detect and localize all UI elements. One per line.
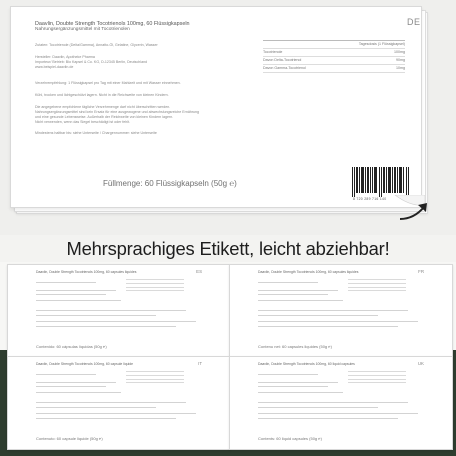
nutrition-cell: Davon Gamma-Tocotrienol	[263, 66, 306, 70]
text-line	[258, 310, 408, 311]
card-fill-quantity: Contenido: 60 cápsulas líquidas (50g ℮)	[36, 344, 107, 349]
card-fill-quantity: Contenu net: 60 capsules liquides (50g ℮)	[258, 344, 333, 349]
nutrition-table	[263, 40, 405, 73]
main-label	[10, 6, 422, 208]
text-line	[36, 413, 196, 414]
text-line	[258, 321, 418, 322]
card-title: Daavlin, Double Strength Tocotrienols 100mg, 60 capsule liquide	[36, 362, 134, 366]
text-line	[36, 407, 156, 408]
nutrition-cell: Tocotrienole	[263, 50, 283, 54]
text-line	[258, 418, 398, 419]
warning-line: Nahrungsergänzungsmittel sind kein Ersatz für eine ausgewogene und abwechslungsreiche Ernährung	[35, 109, 200, 114]
text-line	[36, 290, 116, 291]
text-line	[258, 386, 328, 387]
text-line	[36, 282, 96, 283]
warning-line: Nicht verwenden, wenn das Siegel beschädigt ist oder fehlt.	[35, 119, 131, 124]
text-line	[258, 315, 378, 316]
text-line	[36, 392, 121, 393]
warnings-block	[35, 105, 285, 125]
label-subtitle-line: Nahrungsergänzungsmittel mit Tocotrienolen	[35, 27, 130, 33]
text-line	[258, 294, 328, 295]
text-line	[36, 326, 176, 327]
card-title: Daavlin, Double Strength Tocotrienols 100mg, 60 liquid capsules	[258, 362, 355, 366]
card-language-code: FR	[418, 269, 424, 274]
text-line	[258, 282, 318, 283]
text-line	[36, 294, 106, 295]
nutrition-cell: Davon Delta-Tocotrienol	[263, 58, 302, 62]
nutrition-cell: 90mg	[396, 58, 405, 62]
label-card-es	[7, 264, 231, 358]
text-line	[258, 382, 338, 383]
manufacturer-line: Importeur/ Betrieb: Bio Kapsel & Co. KG, D-12345 Berlin, Deutschland	[35, 59, 148, 64]
text-line	[36, 321, 196, 322]
text-line	[36, 382, 116, 383]
card-fill-quantity: Contents: 60 liquid capsules (50g ℮)	[258, 436, 322, 441]
text-line	[36, 374, 96, 375]
text-line	[258, 326, 398, 327]
text-line	[36, 386, 106, 387]
card-language-code: ES	[196, 269, 202, 274]
nutrition-header	[263, 41, 405, 49]
text-line	[258, 402, 408, 403]
card-language-code: UK	[417, 361, 424, 366]
text-line	[36, 418, 176, 419]
peel-arrow-icon	[396, 199, 436, 221]
card-nutrition-table	[348, 371, 406, 386]
nutrition-cell: 10mg	[396, 66, 405, 70]
ingredients-text: Zutaten: Tocotrienole (Delta/Gamma), Annatto-Öl, Gelatine, Glycerin, Wasser	[35, 43, 158, 47]
card-title: Daavlin, Double Strength Tocotrienols 100mg, 60 capsules liquides	[258, 270, 359, 274]
manufacturer-line: www.beispiel-daavlin.de	[35, 64, 74, 69]
nutrition-row	[263, 65, 405, 73]
card-nutrition-table	[348, 279, 406, 294]
nutrition-row	[263, 57, 405, 65]
storage-text: Kühl, trocken und lichtgeschützt lagern. Nicht in die Reichweite von kleinen Kindern.	[35, 93, 169, 97]
text-line	[258, 300, 343, 301]
card-nutrition-table	[126, 371, 184, 386]
card-title: Daavlin, Double Strength Tocotrienols 100mg, 60 capsules liquides	[36, 270, 137, 274]
text-line	[36, 310, 186, 311]
nutrition-header-cell: Tagesdosis (1 Flüssigkapsel)	[358, 42, 405, 46]
nutrition-cell: 100mg	[394, 50, 405, 54]
text-line	[258, 407, 378, 408]
nutrition-row	[263, 49, 405, 57]
barcode	[352, 167, 410, 197]
label-card-uk	[229, 356, 453, 450]
barcode-number: 8 720 289 716 140	[353, 197, 387, 201]
label-card-it	[7, 356, 231, 450]
text-line	[258, 392, 343, 393]
label-title-line: Daavlin, Doubte Strength Tocotrienols 100mg, 60 Flüssigkapseln	[35, 21, 190, 27]
text-line	[258, 290, 338, 291]
warning-line: und eine gesunde Lebensweise. Außerhalb der Reichweite von kleinen Kindern lagern.	[35, 114, 174, 119]
text-line	[36, 300, 121, 301]
label-title	[35, 21, 275, 34]
manufacturer-line: Hersteller: Daavlin, Apotheke Pharma	[35, 55, 95, 59]
text-line	[258, 413, 418, 414]
label-card-fr	[229, 264, 453, 358]
card-fill-quantity: Contenuto: 60 capsule liquide (50g ℮)	[36, 436, 103, 441]
manufacturer-block	[35, 55, 265, 70]
best-before-text: Mindestens haltbar bis: siehe Unterseite / Chargennummer: siehe Unterseite	[35, 131, 157, 135]
text-line	[36, 402, 186, 403]
fill-quantity: Füllmenge: 60 Flüssigkapseln (50g ℮)	[103, 179, 237, 188]
usage-text: Verzehrempfehlung: 1 Flüssigkapsel pro Tag mit einer Mahlzeit und mit Wasser einnehmen.	[35, 81, 181, 85]
card-nutrition-table	[126, 279, 184, 294]
text-line	[258, 374, 318, 375]
warning-line: Die angegebene empfohlene tägliche Verzehrmenge darf nicht überschritten werden.	[35, 105, 171, 109]
language-code: DE	[407, 17, 421, 27]
text-line	[36, 315, 156, 316]
headline: Mehrsprachiges Etikett, leicht abziehbar!	[66, 238, 390, 259]
card-language-code: IT	[198, 361, 202, 366]
